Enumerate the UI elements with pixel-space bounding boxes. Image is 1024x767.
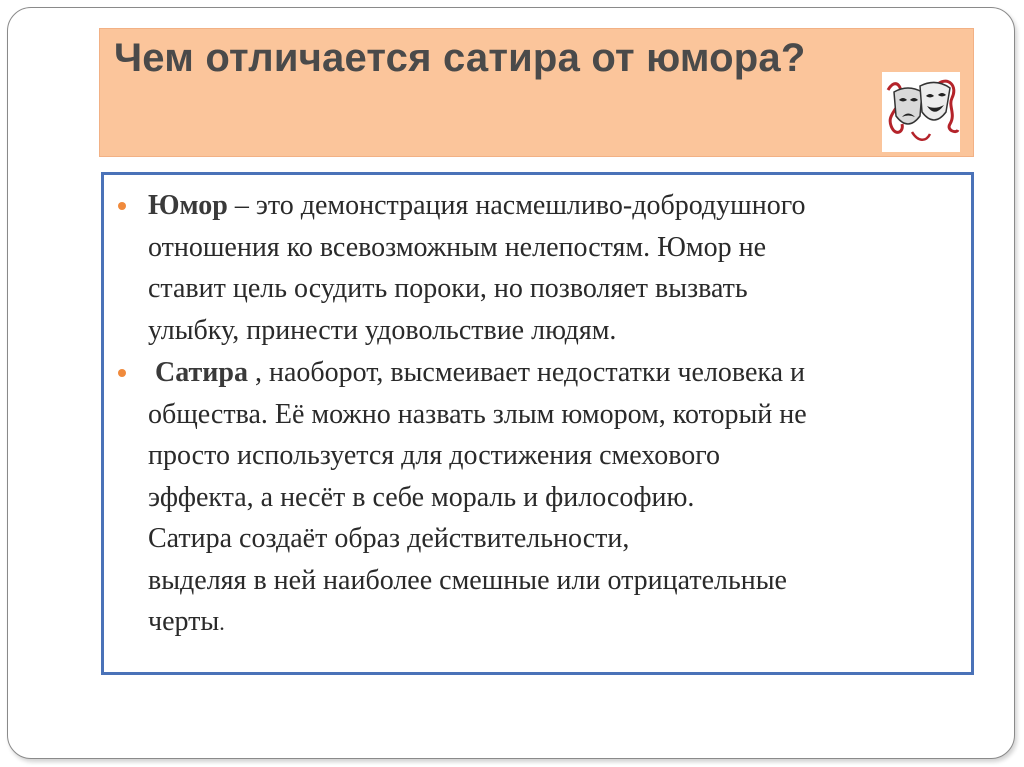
humor-line-1: Юмор – это демонстрация насмешливо-добродушного bbox=[148, 190, 806, 221]
bullet-satire bbox=[118, 369, 126, 377]
satire-line-5: Сатира создаёт образ действительности, bbox=[148, 523, 630, 554]
satire-term: Сатира bbox=[155, 357, 248, 388]
theatre-masks-icon bbox=[882, 72, 960, 152]
satire-paragraph bbox=[148, 352, 807, 644]
humor-line-2: отношения ко всевозможным нелепостям. Юмор не bbox=[148, 231, 766, 263]
slide-title: Чем отличается сатира от юмора? bbox=[114, 36, 806, 80]
title-banner bbox=[99, 28, 974, 157]
satire-line-2: общества. Её можно назвать злым юмором, который не bbox=[148, 398, 807, 430]
content-box bbox=[101, 172, 974, 675]
humor-paragraph bbox=[148, 185, 805, 351]
humor-term: Юмор bbox=[148, 190, 228, 221]
satire-line-4: эффекта, а несёт в себе мораль и философию. bbox=[148, 481, 695, 513]
humor-line-3: ставит цель осудить пороки, но позволяет вызвать bbox=[148, 273, 748, 304]
bullet-humor bbox=[118, 202, 126, 210]
humor-line-4: улыбку, принести удовольствие людям. bbox=[148, 314, 617, 346]
satire-line-1: Сатира , наоборот, высмеивает недостатки человека и bbox=[155, 357, 806, 388]
satire-line-3: просто используется для достижения смехового bbox=[148, 440, 721, 471]
satire-line-6: выделяя в ней наиболее смешные или отрицательные bbox=[148, 564, 787, 596]
satire-line-7: черты. bbox=[148, 606, 225, 637]
